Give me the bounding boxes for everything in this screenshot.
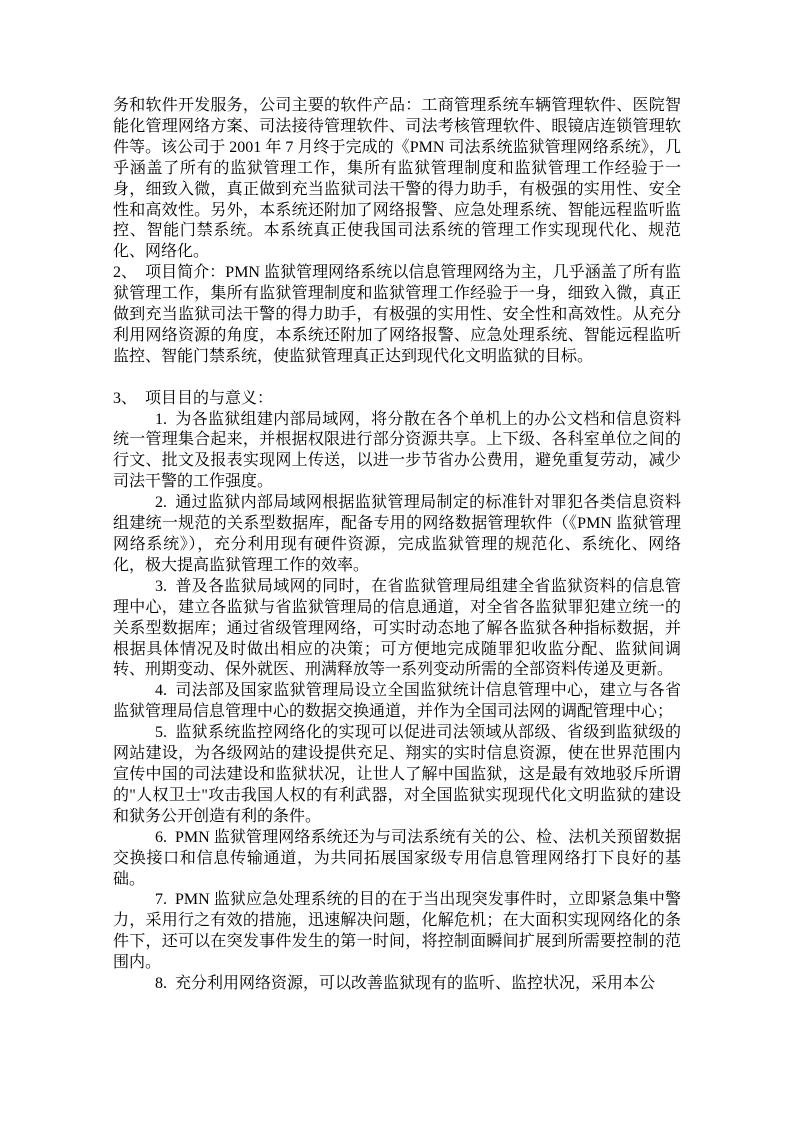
purpose-item-4: 4. 司法部及国家监狱管理局设立全国监狱统计信息管理中心，建立与各省监狱管理局信息管理中心的数据交换通道，并作为全国司法网的调配管理中心； <box>113 682 681 721</box>
purpose-item-8: 8. 充分利用网络资源，可以改善监狱现有的监听、监控状况，采用本公 <box>155 975 656 993</box>
purpose-item-2: 2. 通过监狱内部局域网根据监狱管理局制定的标准针对罪犯各类信息资料组建统一规范的关系型数据库，配备专用的网络数据管理软件（《PMN 监狱管理网络系统》），充分利用现有硬件资源，完成监狱管理的规范化、系统化、网络化，极大提高监狱管理工作的效率。 <box>113 494 681 574</box>
purpose-item-6: 6. PMN 监狱管理网络系统还为与司法系统有关的公、检、法机关预留数据交换接口和信息传输通道，为共同拓展国家级专用信息管理网络打下良好的基础。 <box>113 828 681 888</box>
purpose-item-7: 7. PMN 监狱应急处理系统的目的在于当出现突发事件时，立即紧急集中警力，采用行之有效的措施，迅速解决问题，化解危机；在大面积实现网络化的条件下，还可以在突发事件发生的第一时间，将控制面瞬间扩展到所需要控制的范围内。 <box>113 891 681 972</box>
paragraph-services-continuation: 务和软件开发服务，公司主要的软件产品：工商管理系统车辆管理软件、医院智能化管理网络方案、司法接待管理软件、司法考核管理软件、眼镜店连锁管理软件等。该公司于 2001 年 7 月终于完成的《PMN 司法系统监狱管理网络系统》，几乎涵盖了所有的监狱管理工作，集所有监狱管理制度和监狱管理工作经验于一身，细致入微，真正做到充当监狱司法干警的得力助手，有极强的实用性、安全性和高效性。另外，本系统还附加了网络报警、应急处理系统、智能远程监听监控、智能门禁系统。本系统真正使我国司法系统的管理工作实现现代化、规范化、网络化。 <box>113 97 681 261</box>
purpose-item-3: 3. 普及各监狱局域网的同时，在省监狱管理局组建全省监狱资料的信息管理中心，建立各监狱与省监狱管理局的信息通道，对全省各监狱罪犯建立统一的关系型数据库；通过省级管理网络，可实时动态地了解各监狱各种指标数据，并根据具体情况及时做出相应的决策；可方便地完成随罪犯收监分配、监狱间调转、刑期变动、保外就医、刑满释放等一系列变动所需的全部资料传递及更新。 <box>113 577 681 679</box>
paragraph-project-brief: 2、 项目简介：PMN 监狱管理网络系统以信息管理网络为主，几乎涵盖了所有监狱管理工作，集所有监狱管理制度和监狱管理工作经验于一身，细致入微，真正做到充当监狱司法干警的得力助手，有极强的实用性、安全性和高效性。从充分利用网络资源的角度，本系统还附加了网络报警、应急处理系统、智能远程监听监控、智能门禁系统，使监狱管理真正达到现代化文明监狱的目标。 <box>113 264 681 365</box>
blank-line <box>113 368 681 389</box>
purpose-item-1: 1. 为各监狱组建内部局域网，将分散在各个单机上的办公文档和信息资料统一管理集合起来，并根据权限进行部分资源共享。上下级、各科室单位之间的行文、批文及报表实现网上传送，以进一步节省办公费用，避免重复劳动，减少司法干警的工作强度。 <box>113 410 681 491</box>
heading-project-purpose: 3、 项目目的与意义： <box>113 389 274 407</box>
purpose-item-5: 5. 监狱系统监控网络化的实现可以促进司法领域从部级、省级到监狱级的网站建设，为各级网站的建设提供充足、翔实的实时信息资源，使在世界范围内宣传中国的司法建设和监狱状况，让世人了解中国监狱，这是最有效地驳斥所谓的"人权卫士"攻击我国人权的有利武器，对全国监狱实现现代化文明监狱的建设和狱务公开创造有利的条件。 <box>113 724 681 825</box>
document-body <box>113 96 681 995</box>
